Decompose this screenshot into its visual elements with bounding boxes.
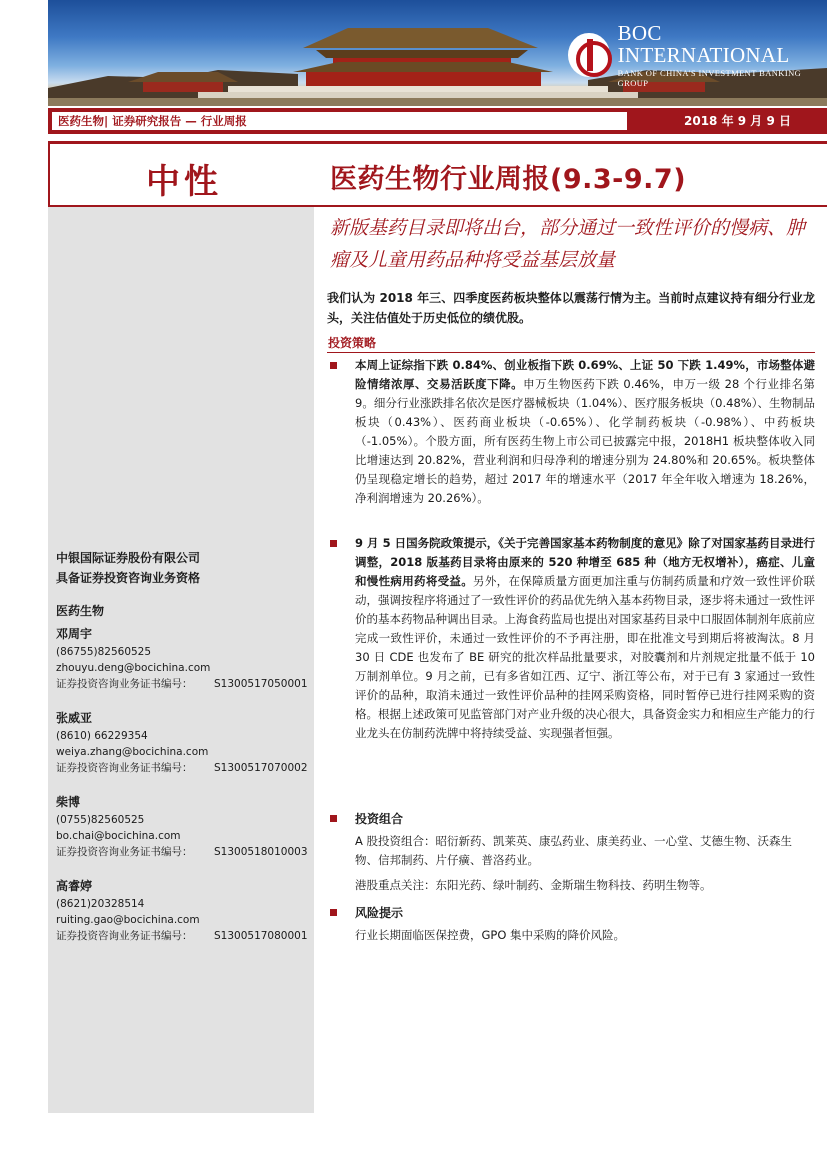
- brand-subtitle: BANK OF CHINA'S INVESTMENT BANKING GROUP: [617, 68, 802, 88]
- bullet-body: 申万生物医药下跌 0.46%，申万一级 28 个行业排名第 9。细分行业涨跌排名依次是医疗器械板块（1.04%）、医疗服务板块（0.48%）、生物制品板块（0.43%）、医药商业板块（-0.65%）、化学制药板块（-0.98%）、中药板块（-1.05%）。个股方面，所有医药生物上市公司已披露完中报，2018H1 板块整体收入同比增速达到 20.82%，营业利润和归母净利的增速分别为 24.80%和 20.65%。板块整体仍呈现稳定增长的趋势，超过 2017 年的增速水平（2017 年全年收入增速为 18.26%，净利润增速为 20.26%）。: [355, 377, 815, 505]
- analyst-email[interactable]: weiya.zhang@bocichina.com: [56, 746, 209, 758]
- firm-name: 中银国际证券股份有限公司: [56, 551, 201, 565]
- bullet-icon: [330, 815, 337, 822]
- page-subtitle: 新版基药目录即将出台，部分通过一致性评价的慢病、肿瘤及儿童用药品种将受益基层放量: [330, 217, 806, 271]
- analyst-card: [56, 792, 308, 860]
- bullet-icon: [330, 540, 337, 547]
- analyst-license: S1300517070002: [214, 762, 308, 774]
- portfolio-heading: 投资组合: [355, 812, 404, 826]
- firm-qualification: 具备证券投资咨询业务资格: [56, 571, 201, 585]
- license-label: 证券投资咨询业务证书编号：: [56, 678, 193, 690]
- strategy-bullet: [355, 356, 815, 508]
- risk-heading: 风险提示: [355, 906, 404, 920]
- analyst-email[interactable]: bo.chai@bocichina.com: [56, 830, 181, 842]
- license-label: 证券投资咨询业务证书编号：: [56, 930, 193, 942]
- header-banner: [48, 0, 827, 106]
- sector-label: 医药生物: [56, 604, 105, 618]
- title-box: [314, 141, 827, 207]
- bullet-icon: [330, 362, 337, 369]
- strategy-heading: 投资策略: [328, 336, 377, 350]
- strategy-bullet: [355, 534, 815, 743]
- analyst-license: S1300518010003: [214, 846, 308, 858]
- bullet-lead: 本周上证综指下跌 0.84%、创业板指下跌 0.69%、上证 50 下跌 1.49%，市场整体避险情绪浓厚、交易活跃度下降。: [355, 358, 815, 391]
- summary: 我们认为 2018 年三、四季度医药板块整体以震荡行情为主。当前时点建议持有细分行业龙头，关注估值处于历史低位的绩优股。: [327, 291, 815, 325]
- analyst-name: 柴博: [56, 795, 81, 809]
- rating: 中性: [146, 162, 222, 202]
- analyst-name: 高睿婷: [56, 879, 93, 893]
- breadcrumb: 医药生物| 证券研究报告 — 行业周报: [52, 112, 627, 130]
- analyst-phone: (86755)82560525: [56, 646, 152, 658]
- analyst-phone: (8610) 66229354: [56, 730, 148, 742]
- license-label: 证券投资咨询业务证书编号：: [56, 762, 193, 774]
- analyst-email[interactable]: ruiting.gao@bocichina.com: [56, 914, 200, 926]
- report-date: 2018 年 9 月 9 日: [684, 114, 791, 128]
- portfolio-a-share: A 股投资组合：昭衍新药、凯莱英、康弘药业、康美药业、一心堂、艾德生物、沃森生物、信邦制药、片仔癀、普洛药业。: [355, 834, 793, 867]
- brand-name: BOC INTERNATIONAL: [617, 21, 790, 67]
- bullet-body: 另外，在保障质量方面更加注重与仿制药质量和疗效一致性评价联动，强调按程序将通过了一致性评价的药品优先纳入基本药物目录，逐步将未通过一致性评价的基本药物品种调出目录。上海食药监局也提出对国家基药目录中口服固体制剂年底前应完成一致性评价，未通过一致性评价的不予再注册，即在批准文号到期后将被淘汰。8 月 30 日 CDE 也发布了 BE 研究的批次样品批量要求，对胶囊剂和片剂规定批量不低于 10 万制剂单位。9 月之前，已有多省如江西、辽宁、浙江等公布，对于已有 3 家通过一致性评价的品种，取消未通过一致性评价品种的挂网采购资格，同时暂停已进行挂网采购的资格。根据上述政策可见监管部门对产业升级的决心很大，具备资金实力和相应生产能力的行业龙头在仿制药洗牌中将持续受益、实现强者恒强。: [355, 574, 816, 740]
- analyst-card: [56, 876, 308, 944]
- analyst-license: S1300517050001: [214, 678, 308, 690]
- boc-logo-icon: [568, 33, 610, 77]
- bullet-icon: [330, 909, 337, 916]
- firm-info: [56, 548, 200, 588]
- analyst-license: S1300517080001: [214, 930, 308, 942]
- page-title: 医药生物行业周报(9.3-9.7): [330, 164, 687, 195]
- analyst-card: [56, 624, 308, 692]
- analyst-phone: (0755)82560525: [56, 814, 145, 826]
- boc-logo: [568, 22, 827, 88]
- section-divider: [327, 352, 815, 353]
- license-label: 证券投资咨询业务证书编号：: [56, 846, 193, 858]
- report-header-bar: [48, 108, 827, 134]
- bullet-lead: 9 月 5 日国务院政策提示，《关于完善国家基本药物制度的意见》除了对国家基药目录进行调整，2018 版基药目录将由原来的 520 种增至 685 种（地方无权增补），癌症、儿童和慢性病用药将受益。: [355, 536, 815, 588]
- rating-box: [48, 141, 314, 207]
- analyst-name: 邓周宇: [56, 627, 93, 641]
- analyst-card: [56, 708, 308, 776]
- risk-text: 行业长期面临医保控费，GPO 集中采购的降价风险。: [355, 928, 626, 942]
- analyst-name: 张威亚: [56, 711, 93, 725]
- portfolio-hk: 港股重点关注：东阳光药、绿叶制药、金斯瑞生物科技、药明生物等。: [355, 878, 712, 892]
- analyst-phone: (8621)20328514: [56, 898, 145, 910]
- analyst-email[interactable]: zhouyu.deng@bocichina.com: [56, 662, 211, 674]
